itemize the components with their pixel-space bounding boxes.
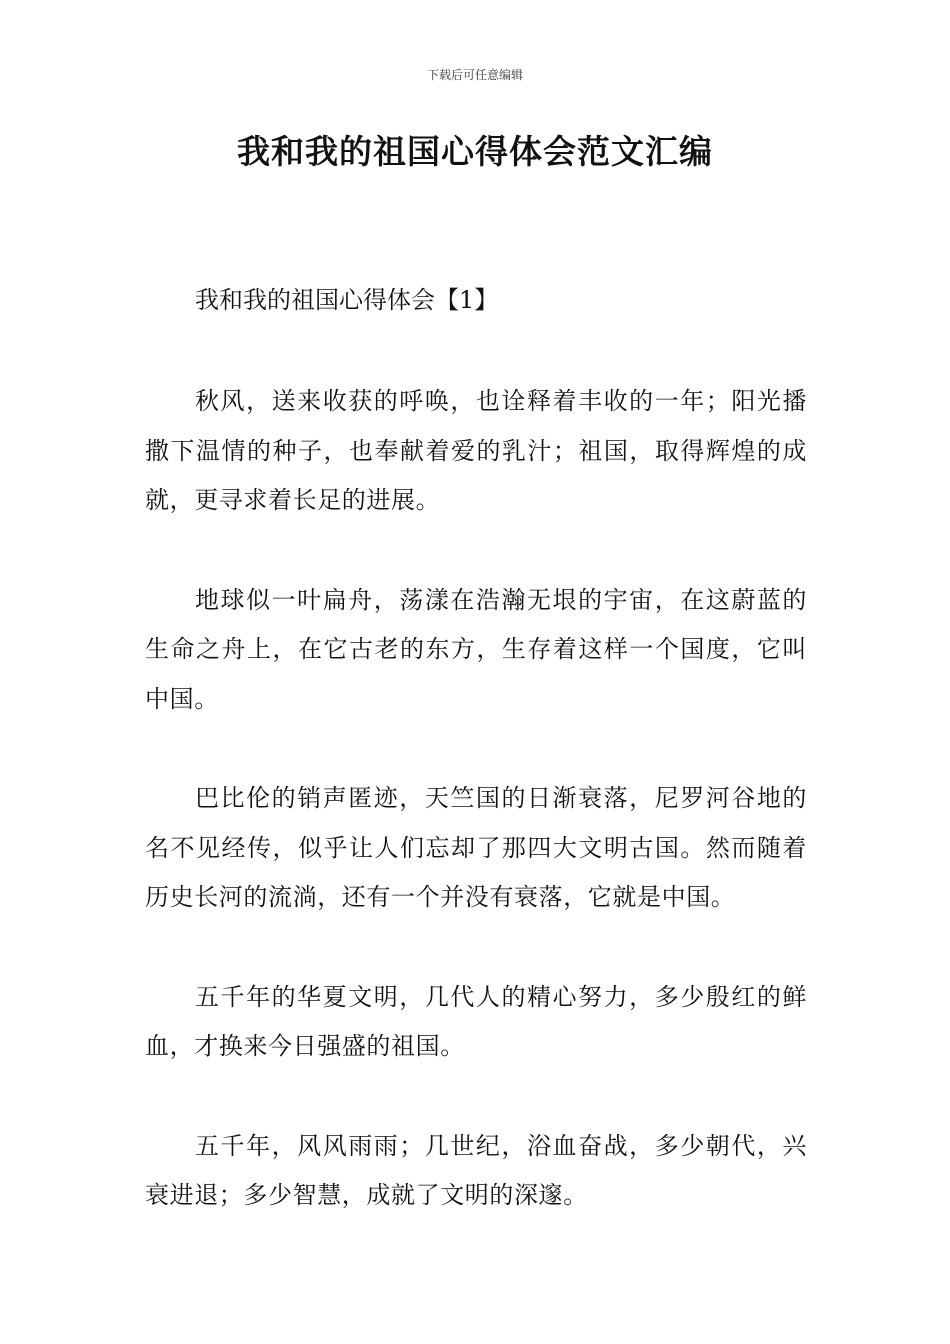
paragraph: 五千年，风风雨雨；几世纪，浴血奋战，多少朝代，兴衰进退；多少智慧，成就了文明的深邃。 <box>145 1131 807 1209</box>
section-heading: 我和我的祖国心得体会【1】 <box>195 286 499 314</box>
paragraph: 地球似一叶扁舟，荡漾在浩瀚无垠的宇宙，在这蔚蓝的生命之舟上，在它古老的东方，生存着这样一个国度，它叫中国。 <box>145 585 807 713</box>
page-title: 我和我的祖国心得体会范文汇编 <box>237 132 713 171</box>
paragraph: 秋风，送来收获的呼唤，也诠释着丰收的一年；阳光播撒下温情的种子，也奉献着爱的乳汁；祖国，取得辉煌的成就，更寻求着长足的进展。 <box>145 387 807 514</box>
document-body <box>145 377 807 1271</box>
paragraph: 五千年的华夏文明，几代人的精心努力，多少殷红的鲜血，才换来今日强盛的祖国。 <box>145 982 807 1060</box>
paragraph: 巴比伦的销声匿迹，天竺国的日渐衰落，尼罗河谷地的名不见经传，似乎让人们忘却了那四大文明古国。然而随着历史长河的流淌，还有一个并没有衰落，它就是中国。 <box>145 784 807 911</box>
header-note: 下载后可任意编辑 <box>426 68 523 82</box>
